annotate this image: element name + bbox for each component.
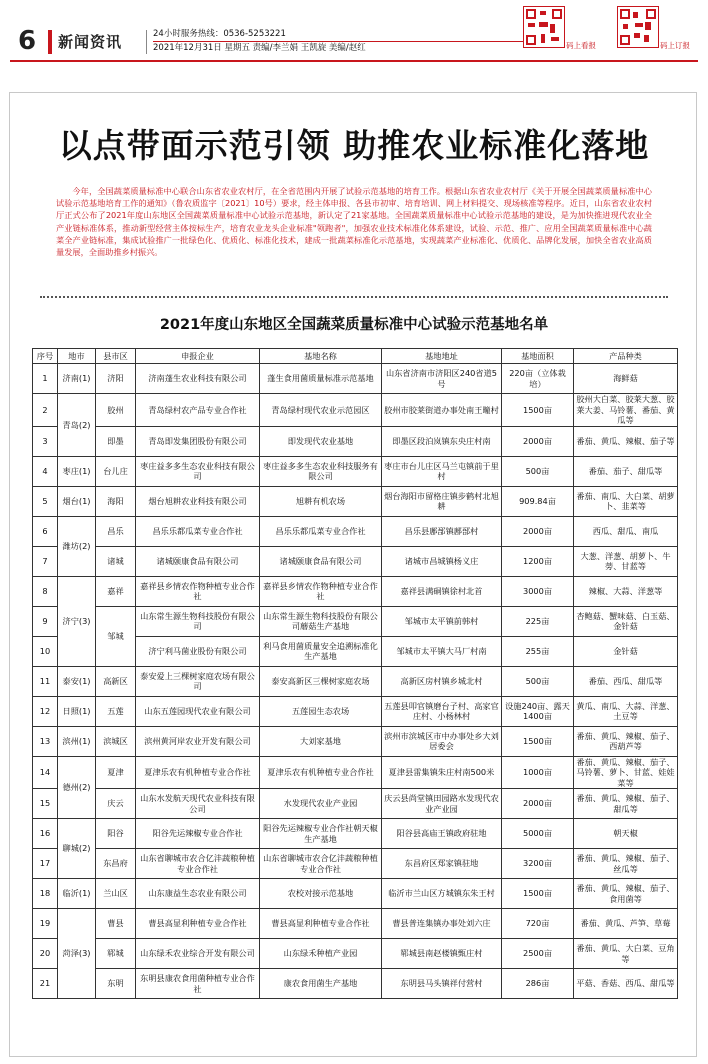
header-divider (146, 30, 147, 54)
page-header (0, 0, 708, 62)
cell-products: 平菇、香菇、西瓜、甜瓜等 (574, 969, 678, 999)
cell-products: 黄瓜、南瓜、大蒜、洋葱、土豆等 (574, 696, 678, 726)
header-cell: 序号 (33, 349, 58, 364)
cell-area: 720亩 (502, 909, 574, 939)
cell-county: 嘉祥 (96, 576, 136, 606)
cell-products: 番茄、黄瓜、辣椒、茄子等 (574, 426, 678, 456)
cell-city: 潍坊(2) (58, 516, 96, 576)
header-accent-bar (48, 30, 52, 54)
cell-products: 番茄、南瓜、大白菜、胡萝卜、韭菜等 (574, 486, 678, 516)
cell-address: 高新区房村镇乡城北村 (382, 666, 502, 696)
table-row (33, 939, 678, 969)
cell-seq: 5 (33, 486, 58, 516)
service-hotline: 24小时服务热线：0536-5253221 (153, 29, 286, 39)
cell-address: 枣庄市台儿庄区马兰屯镇前于里村 (382, 456, 502, 486)
qr-read-label: 码上看报 (566, 41, 596, 50)
cell-address: 五莲县叩官镇磨台子村、高家官庄村、小杨林村 (382, 696, 502, 726)
header-bottom-rule (10, 60, 698, 62)
cell-base: 利马食用菌质量安全追溯标准化生产基地 (260, 636, 382, 666)
cell-address: 胶州市胶莱街道办事处南王疃村 (382, 394, 502, 427)
cell-seq: 21 (33, 969, 58, 999)
table-row (33, 969, 678, 999)
cell-address: 烟台海阳市留格庄镇步鹤村北旭耕 (382, 486, 502, 516)
cell-products: 番茄、黄瓜、辣椒、茄子、甜瓜等 (574, 789, 678, 819)
cell-seq: 18 (33, 879, 58, 909)
header-cell: 产品种类 (574, 349, 678, 364)
cell-seq: 19 (33, 909, 58, 939)
table-row (33, 576, 678, 606)
cell-products: 番茄、黄瓜、辣椒、茄子、食用菌等 (574, 879, 678, 909)
cell-company: 泰安爱上三棵树家庭农场有限公司 (136, 666, 260, 696)
dotted-divider (40, 296, 668, 298)
cell-products: 番茄、黄瓜、大白菜、豆角等 (574, 939, 678, 969)
cell-city: 济南(1) (58, 364, 96, 394)
cell-area: 3000亩 (502, 576, 574, 606)
cell-city: 滨州(1) (58, 726, 96, 756)
cell-company: 诸城颐康食品有限公司 (136, 546, 260, 576)
cell-company: 山东绿禾农业综合开发有限公司 (136, 939, 260, 969)
qr-code-icon[interactable] (523, 6, 565, 48)
cell-county: 即墨 (96, 426, 136, 456)
cell-base: 旭耕有机农场 (260, 486, 382, 516)
cell-base: 枣庄益多多生态农业科技服务有限公司 (260, 456, 382, 486)
table-row (33, 364, 678, 394)
cell-city: 济宁(3) (58, 576, 96, 666)
cell-seq: 10 (33, 636, 58, 666)
cell-seq: 4 (33, 456, 58, 486)
table-row (33, 394, 678, 427)
cell-seq: 6 (33, 516, 58, 546)
cell-company: 山东五莲园现代农业有限公司 (136, 696, 260, 726)
cell-area: 2000亩 (502, 789, 574, 819)
cell-base: 诸城颐康食品有限公司 (260, 546, 382, 576)
cell-company: 滨州黄河岸农业开发有限公司 (136, 726, 260, 756)
cell-city: 临沂(1) (58, 879, 96, 909)
cell-products: 番茄、茄子、甜瓜等 (574, 456, 678, 486)
cell-address: 嘉祥县满硐镇徐村北首 (382, 576, 502, 606)
cell-area: 255亩 (502, 636, 574, 666)
cell-company: 夏津乐农有机种植专业合作社 (136, 756, 260, 789)
cell-address: 临沂市兰山区方城镇东朱王村 (382, 879, 502, 909)
cell-base: 阳谷先运辣椒专业合作社朝天椒生产基地 (260, 819, 382, 849)
table-row (33, 789, 678, 819)
cell-seq: 7 (33, 546, 58, 576)
cell-area: 909.84亩 (502, 486, 574, 516)
cell-city: 枣庄(1) (58, 456, 96, 486)
header-cell: 基地面积 (502, 349, 574, 364)
cell-products: 金针菇 (574, 636, 678, 666)
section-title: 新闻资讯 (58, 33, 123, 51)
cell-products: 番茄、黄瓜、辣椒、茄子、丝瓜等 (574, 849, 678, 879)
cell-area: 1000亩 (502, 756, 574, 789)
cell-seq: 8 (33, 576, 58, 606)
table-row (33, 726, 678, 756)
cell-city: 聊城(2) (58, 819, 96, 879)
qr-code-icon[interactable] (617, 6, 659, 48)
table-row (33, 696, 678, 726)
cell-area: 1500亩 (502, 394, 574, 427)
cell-company: 山东省聊城市农合亿沣蔬粮种植专业合作社 (136, 849, 260, 879)
cell-company: 枣庄益多多生态农业科技有限公司 (136, 456, 260, 486)
cell-products: 番茄、黄瓜、辣椒、茄子、马铃薯、萝卜、甘蓝、娃娃菜等 (574, 756, 678, 789)
cell-seq: 11 (33, 666, 58, 696)
article-lead: 今年，全国蔬菜质量标准中心联合山东省农业农村厅，在全省范围内开展了试验示范基地的培育工作。根据山东省农业农村厅《关于开展全国蔬菜质量标准中心试验示范基地培育工作的通知》（鲁农质监字〔2021〕10号）要求，经主体申报、各县市初审、培育培训、网上材料提交、现场核准等程序。近日，山东省农业农村厅正式公布了2021年度山东地区全国蔬菜质量标准中心试验示范基地，新认定了21家基地。全国蔬菜质量标准中心试验示范基地的建设，是为加快推进现代农业全产业链标准体系，推动新型经营主体按标生产，培育农业龙头企业标准"领跑者"，加强农业技术标准化体系建设，试验、示范、推广、应用全国蔬菜质量标准中心蔬菜全产业链标准，集成试验推广一批绿色化、优质化、标准化技术，建成一批蔬菜标准化示范基地，实现蔬菜产业标准化、优质化、品牌化发展，加快全省农业高质量发展，全面助推乡村振兴。 (56, 186, 652, 258)
cell-address: 东昌府区郑家镇驻地 (382, 849, 502, 879)
cell-company: 东明县康农食用菌种植专业合作社 (136, 969, 260, 999)
cell-area: 1200亩 (502, 546, 574, 576)
cell-products: 番茄、黄瓜、辣椒、茄子、西葫芦等 (574, 726, 678, 756)
cell-address: 曹县普连集镇办事处刘六庄 (382, 909, 502, 939)
header-cell: 基地地址 (382, 349, 502, 364)
cell-area: 500亩 (502, 456, 574, 486)
cell-products: 大葱、洋葱、胡萝卜、牛蒡、甘蓝等 (574, 546, 678, 576)
cell-address: 郓城县南赵楼镇甄庄村 (382, 939, 502, 969)
cell-area: 1500亩 (502, 726, 574, 756)
cell-company: 山东康益生态农业有限公司 (136, 879, 260, 909)
cell-area: 220亩（立体栽培） (502, 364, 574, 394)
header-cell: 县市区 (96, 349, 136, 364)
cell-company: 昌乐乐都瓜菜专业合作社 (136, 516, 260, 546)
cell-seq: 12 (33, 696, 58, 726)
cell-company: 青岛即发集团股份有限公司 (136, 426, 260, 456)
cell-products: 辣椒、大蒜、洋葱等 (574, 576, 678, 606)
cell-seq: 2 (33, 394, 58, 427)
cell-area: 1500亩 (502, 879, 574, 909)
cell-city: 青岛(2) (58, 394, 96, 457)
cell-products: 朝天椒 (574, 819, 678, 849)
cell-company: 阳谷先运辣椒专业合作社 (136, 819, 260, 849)
cell-county: 夏津 (96, 756, 136, 789)
cell-seq: 15 (33, 789, 58, 819)
cell-base: 即发现代农业基地 (260, 426, 382, 456)
cell-base: 昌乐乐都瓜菜专业合作社 (260, 516, 382, 546)
cell-company: 山东水发航天现代农业科技有限公司 (136, 789, 260, 819)
cell-seq: 20 (33, 939, 58, 969)
cell-county: 郓城 (96, 939, 136, 969)
table-row (33, 426, 678, 456)
cell-company: 山东常生源生物科技股份有限公司 (136, 606, 260, 636)
page-number: 6 (18, 26, 37, 56)
cell-address: 夏津县雷集镇朱庄村南500米 (382, 756, 502, 789)
cell-address: 滨州市滨城区市中办事处乡大刘居委会 (382, 726, 502, 756)
cell-products: 杏鲍菇、蟹味菇、白玉菇、金针菇 (574, 606, 678, 636)
cell-city: 德州(2) (58, 756, 96, 819)
cell-area: 2500亩 (502, 939, 574, 969)
cell-area: 3200亩 (502, 849, 574, 879)
cell-seq: 16 (33, 819, 58, 849)
cell-products: 西瓜、甜瓜、南瓜 (574, 516, 678, 546)
cell-address: 诸城市昌城镇杨义庄 (382, 546, 502, 576)
cell-county: 胶州 (96, 394, 136, 427)
header-cell: 地市 (58, 349, 96, 364)
cell-base: 水发现代农业产业园 (260, 789, 382, 819)
cell-base: 泰安高新区三棵树家庭农场 (260, 666, 382, 696)
cell-city: 泰安(1) (58, 666, 96, 696)
cell-seq: 14 (33, 756, 58, 789)
table-row (33, 819, 678, 849)
cell-address: 即墨区段泊岚镇东央庄村南 (382, 426, 502, 456)
cell-address: 阳谷县高庙王镇政府驻地 (382, 819, 502, 849)
cell-base: 康农食用菌生产基地 (260, 969, 382, 999)
cell-address: 邹城市太平镇前韩村 (382, 606, 502, 636)
header-cell: 基地名称 (260, 349, 382, 364)
cell-city: 菏泽(3) (58, 909, 96, 999)
table-row (33, 909, 678, 939)
table-row (33, 666, 678, 696)
table-row (33, 849, 678, 879)
cell-products: 胶州大白菜、胶莱大葱、胶莱大姜、马铃薯、番茄、黄瓜等 (574, 394, 678, 427)
cell-county: 曹县 (96, 909, 136, 939)
cell-address: 山东省济南市济阳区240省道5号 (382, 364, 502, 394)
cell-company: 济宁利马菌业股份有限公司 (136, 636, 260, 666)
cell-area: 500亩 (502, 666, 574, 696)
cell-county: 诸城 (96, 546, 136, 576)
cell-county: 海阳 (96, 486, 136, 516)
cell-county: 五莲 (96, 696, 136, 726)
table-row (33, 606, 678, 636)
cell-products: 海鲜菇 (574, 364, 678, 394)
cell-county: 昌乐 (96, 516, 136, 546)
cell-county: 兰山区 (96, 879, 136, 909)
dateline: 2021年12月31日 星期五 责编/李兰娟 王凯旋 美编/赵红 (153, 43, 366, 53)
cell-base: 山东绿禾种植产业园 (260, 939, 382, 969)
article-headline: 以点带面示范引领 助推农业标准化落地 (58, 126, 650, 165)
cell-base: 曹县高显利种植专业合作社 (260, 909, 382, 939)
cell-company: 济南蓬生农业科技有限公司 (136, 364, 260, 394)
cell-address: 昌乐县鄌郚镇鄌郚村 (382, 516, 502, 546)
cell-base: 农校对接示范基地 (260, 879, 382, 909)
cell-base: 夏津乐农有机种植专业合作社 (260, 756, 382, 789)
table-title: 2021年度山东地区全国蔬菜质量标准中心试验示范基地名单 (159, 317, 549, 333)
cell-county: 台儿庄 (96, 456, 136, 486)
table-header-row (33, 349, 678, 364)
cell-base: 五莲园生态农场 (260, 696, 382, 726)
table-row (33, 486, 678, 516)
cell-company: 曹县高显利种植专业合作社 (136, 909, 260, 939)
table-row (33, 456, 678, 486)
cell-address: 东明县马头镇祥付营村 (382, 969, 502, 999)
cell-county: 庆云 (96, 789, 136, 819)
cell-county: 东明 (96, 969, 136, 999)
base-list-table (32, 348, 678, 999)
cell-county: 高新区 (96, 666, 136, 696)
table-row (33, 879, 678, 909)
cell-area: 286亩 (502, 969, 574, 999)
cell-county: 东昌府 (96, 849, 136, 879)
cell-base: 嘉祥县乡情农作物种植专业合作社 (260, 576, 382, 606)
cell-base: 蓬生食用菌质量标准示范基地 (260, 364, 382, 394)
table-row (33, 756, 678, 789)
cell-county: 滨城区 (96, 726, 136, 756)
cell-base: 山东省聊城市农合亿沣蔬粮种植专业合作社 (260, 849, 382, 879)
cell-county: 阳谷 (96, 819, 136, 849)
cell-seq: 17 (33, 849, 58, 879)
cell-company: 青岛绿村农产品专业合作社 (136, 394, 260, 427)
cell-city: 日照(1) (58, 696, 96, 726)
qr-subscribe-label: 码上订报 (660, 41, 690, 50)
cell-area: 225亩 (502, 606, 574, 636)
cell-seq: 9 (33, 606, 58, 636)
cell-area: 设施240亩、露天1400亩 (502, 696, 574, 726)
cell-seq: 1 (33, 364, 58, 394)
cell-company: 嘉祥县乡情农作物种植专业合作社 (136, 576, 260, 606)
cell-county: 邹城 (96, 606, 136, 666)
cell-base: 大刘家基地 (260, 726, 382, 756)
header-rule (153, 41, 528, 42)
cell-products: 番茄、黄瓜、芦笋、草莓 (574, 909, 678, 939)
table-row (33, 516, 678, 546)
cell-area: 5000亩 (502, 819, 574, 849)
cell-address: 庆云县尚堂镇田园路水发现代农业产业园 (382, 789, 502, 819)
cell-county: 济阳 (96, 364, 136, 394)
table-row (33, 546, 678, 576)
cell-city: 烟台(1) (58, 486, 96, 516)
cell-products: 番茄、西瓜、甜瓜等 (574, 666, 678, 696)
cell-seq: 3 (33, 426, 58, 456)
cell-base: 山东常生源生物科技股份有限公司蘑菇生产基地 (260, 606, 382, 636)
cell-area: 2000亩 (502, 516, 574, 546)
cell-base: 青岛绿村现代农业示范园区 (260, 394, 382, 427)
cell-seq: 13 (33, 726, 58, 756)
cell-address: 邹城市太平镇大马厂村南 (382, 636, 502, 666)
cell-area: 2000亩 (502, 426, 574, 456)
cell-company: 烟台旭耕农业科技有限公司 (136, 486, 260, 516)
header-cell: 申报企业 (136, 349, 260, 364)
